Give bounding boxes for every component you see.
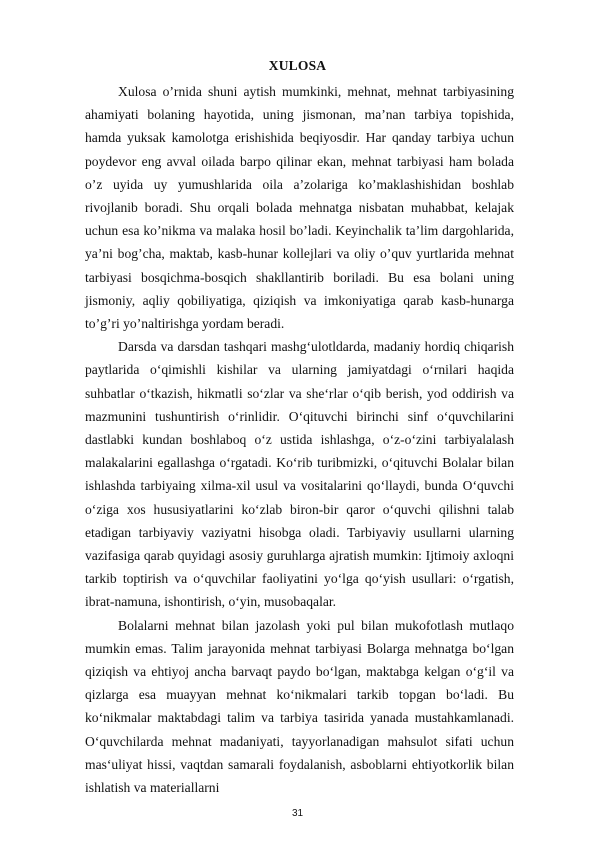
paragraph-labor-education: Bolalarni mehnat bilan jazolash yoki pul bilan mukofotlash mutlaqo mumkin emas. Talim jarayonida mehnat tarbiyasi Bolarga mehnatga bo‘lgan qiziqish va ehtiyoj ancha barvaqt paydo bo‘lgan, maktabga kelgan o‘g‘il va qizlarga esa muayyan mehnat ko‘nikmalari tarkib topgan bo‘ladi. Bu ko‘nikmalar maktabdagi talim va tarbiya tasirida yanada mustahkamlanadi. O‘quvchilarda mehnat madaniyati, tayyorlanadigan mahsulot sifati uchun mas‘uliyat hissi, vaqtdan samarali foydalanish, asboblarni ehtiyotkorlik bilan ishlatish va materiallarni (85, 617, 514, 796)
paragraph-lessons: Darsda va darsdan tashqari mashg‘ulotldarda, madaniy hordiq chiqarish paytlarida o‘qimishli kishilar va ularning jamiyatdagi o‘rnilari haqida suhbatlar o‘tkazish, hikmatli so‘zlar va she‘rlar o‘qib berish, yod oddirish va mazmunini tushuntirish o‘rinlidir. O‘qituvchi birinchi sinf o‘quvchilarini dastlabki kundan boshlaboq o‘z ustida ishlashga, o‘z-o‘zini tarbiyalalash malakalarini egallashga o‘rgatadi. Ko‘rib turibmizki, o‘qituvchi Bolalar bilan ishlashda tarbiyaing xilma-xil usul va vositalarini qo‘llaydi, bunda O‘quvchi o‘ziga xos hususiyatlarini ko‘zlab biron-bir qaror o‘quvchi qilishni talab etadigan tarbiyaviy vaziyatni hisobga oladi. Tarbiyaviy usullarni ularning vazifasiga qarab quyidagi asosiy guruhlarga ajratish mumkin: Ijtimoiy axloqni tarkib toptirish va o‘quvchilar faoliyatini yo‘lga qo‘yish usullari: o‘rgatish, ibrat-namuna, ishontirish, o‘yin, musobaqalar. (85, 339, 514, 610)
paragraph-conclusion: Xulosa o’rnida shuni aytish mumkinki, mehnat, mehnat tarbiyasining ahamiyati bolaning hayotida, uning jismonan, ma’nan tarbiya topishida, hamda yuksak kamolotga erishishida beqiyosdir. Har qanday tarbiya uchun poydevor eng avval oilada barpo qilinar ekan, mehnat tarbiyasi ham bolada o’z uyida uy yumushlarida oila a’zolariga ko’maklashishidan boshlab rivojlanib boradi. Shu orqali bolada mehnatga nisbatan muhabbat, kelajak uchun esa ko’nikma va malaka hosil bo’ladi. Keyinchalik ta’lim dargohlarida, ya’ni bog’cha, maktab, kasb-hunar kollejlari va oliy o’quv yurtlarida mehnat tarbiyasi bosqichma-bosqich shakllantirib boriladi. Bu esa bolani uning jismoniy, aqliy qobiliyatiga, qiziqish va imkoniyatiga qarab kasb-hunarga to’g’ri yo’naltirishga yordam beradi. (85, 84, 514, 332)
page-number: 31 (291, 808, 304, 819)
body-text (85, 80, 514, 799)
page-title: XULOSA (268, 58, 327, 73)
